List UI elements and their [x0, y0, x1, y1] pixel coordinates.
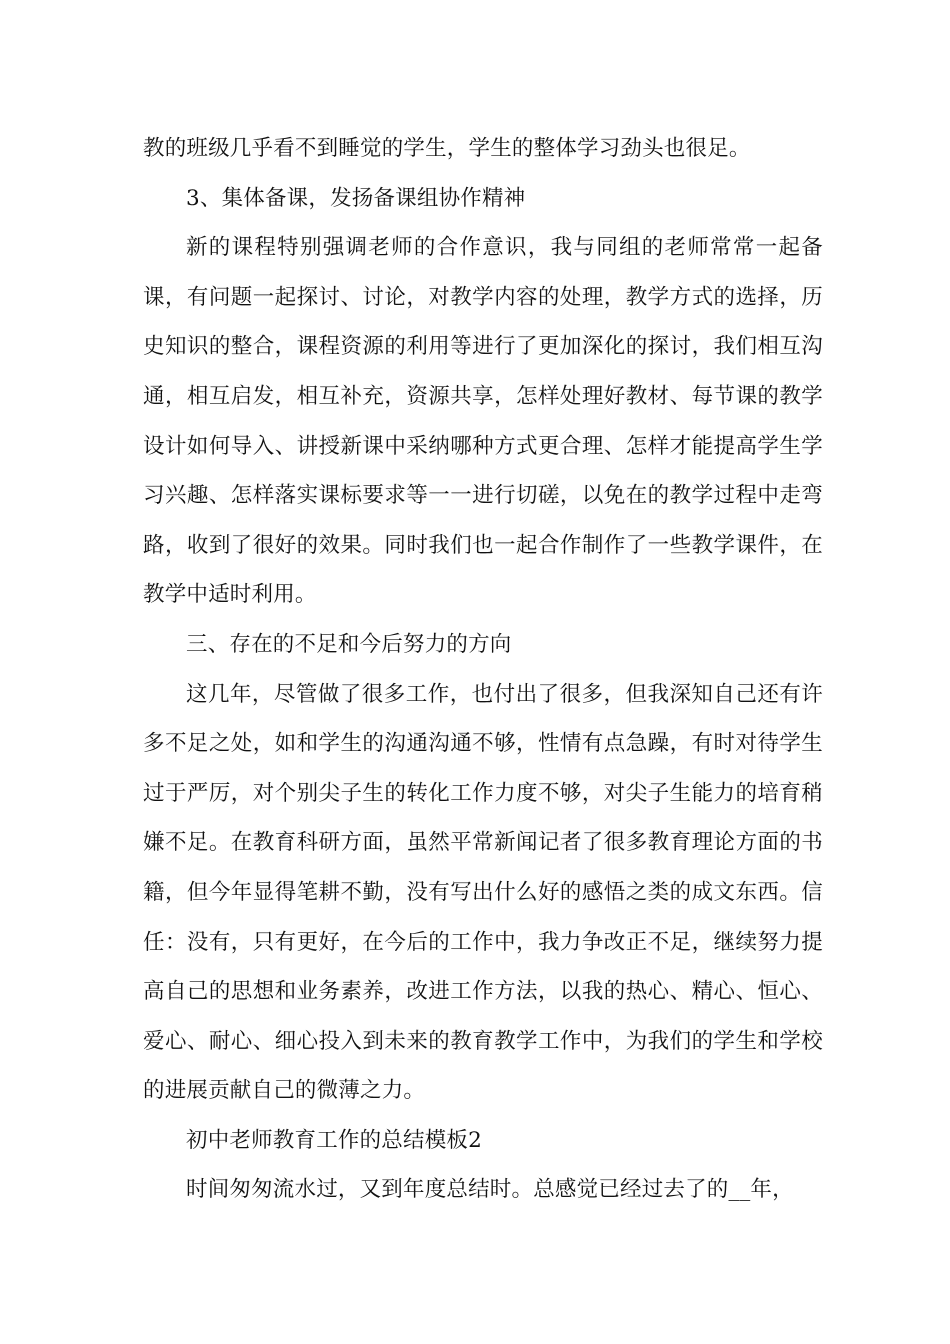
document-title-template-2: 初中老师教育工作的总结模板2: [186, 1127, 482, 1153]
paragraph-collaboration: 新的课程特别强调老师的合作意识，我与同组的老师常常一起备课，有问题一起探讨、讨论，对教学内容的处理，教学方式的选择，历史知识的整合，课程资源的利用等进行了更加深化的探讨，我们相互沟通，相互启发，相互补充，资源共享，怎样处理好教材、每节课的教学设计如何导入、讲授新课中采纳哪种方式更合理、怎样才能提高学生学习兴趣、怎样落实课标要求等一一进行切磋，以免在的教学过程中走弯路，收到了很好的效果。同时我们也一起合作制作了一些教学课件，在教学中适时利用。: [143, 235, 823, 608]
section-heading-shortcomings: 三、存在的不足和今后努力的方向: [186, 631, 512, 657]
paragraph-continuation: 教的班级几乎看不到睡觉的学生，学生的整体学习劲头也很足。: [143, 136, 751, 161]
document-body: [143, 124, 823, 1215]
paragraph-intro-template-2: 时间匆匆流水过，又到年度总结时。总感觉已经过去了的__年，: [186, 1177, 794, 1203]
paragraph-shortcomings: 这几年，尽管做了很多工作，也付出了很多，但我深知自己还有许多不足之处，如和学生的沟通沟通不够，性情有点急躁，有时对待学生过于严厉，对个别尖子生的转化工作力度不够，对尖子生能力的培育稍嫌不足。在教育科研方面，虽然平常新闻记者了很多教育理论方面的书籍，但今年显得笔耕不勤，没有写出什么好的感悟之类的成文东西。信任：没有，只有更好，在今后的工作中，我力争改正不足，继续努力提高自己的思想和业务素养，改进工作方法，以我的热心、精心、恒心、爱心、耐心、细心投入到未来的教育教学工作中，为我们的学生和学校的进展贡献自己的微薄之力。: [143, 681, 823, 1104]
section-heading-collective-lesson-prep: 3、集体备课，发扬备课组协作精神: [186, 185, 526, 211]
